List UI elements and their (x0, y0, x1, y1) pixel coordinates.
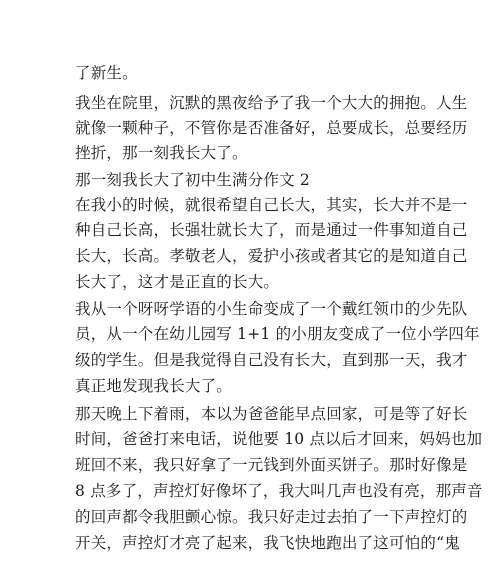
text-line: 员，从一个在幼儿园写 1+1 的小朋友变成了一位小学四年 (75, 325, 480, 343)
text-line: 了新生。 (75, 64, 138, 82)
text-line: 开关，声控灯才亮了起来，我飞快地跑出了这可怕的“鬼 (75, 534, 460, 552)
text-line: 级的学生。但是我觉得自己没有长大，直到那一天，我才 (75, 351, 468, 369)
text-line: 真正地发现我长大了。 (75, 377, 233, 395)
text-line: 挫折，那一刻我长大了。 (75, 144, 248, 162)
text-line: 就像一颗种子，不管你是否准备好，总要成长，总要经历 (75, 119, 468, 137)
text-line: 在我小的时候，就很希望自己长大，其实，长大并不是一 (75, 196, 468, 214)
text-line: 我从一个呀呀学语的小生命变成了一个戴红领巾的少先队 (75, 300, 468, 318)
text-line: 种自己长高，长强壮就长大了，而是通过一件事知道自己 (75, 221, 468, 239)
text-line: 那天晚上下着雨，本以为爸爸能早点回家，可是等了好长 (75, 405, 468, 423)
text-line: 时间，爸爸打来电话，说他要 10 点以后才回来，妈妈也加 (75, 430, 483, 448)
text-line: 长大，长高。孝敬老人，爱护小孩或者其它的是知道自己 (75, 247, 468, 265)
text-line: 长大了，这才是正直的长大。 (75, 273, 280, 291)
text-line: 的回声都令我胆颤心惊。我只好走过去拍了一下声控灯的 (75, 508, 468, 526)
text-line: 班回不来，我只好拿了一元钱到外面买饼子。那时好像是 (75, 456, 468, 474)
text-line: 8 点多了，声控灯好像坏了，我大叫几声也没有亮，那声音 (75, 482, 483, 500)
section-heading: 那一刻我长大了初中生满分作文 2 (75, 171, 310, 189)
text-line: 我坐在院里，沉默的黑夜给予了我一个大大的拥抱。人生 (75, 94, 468, 112)
